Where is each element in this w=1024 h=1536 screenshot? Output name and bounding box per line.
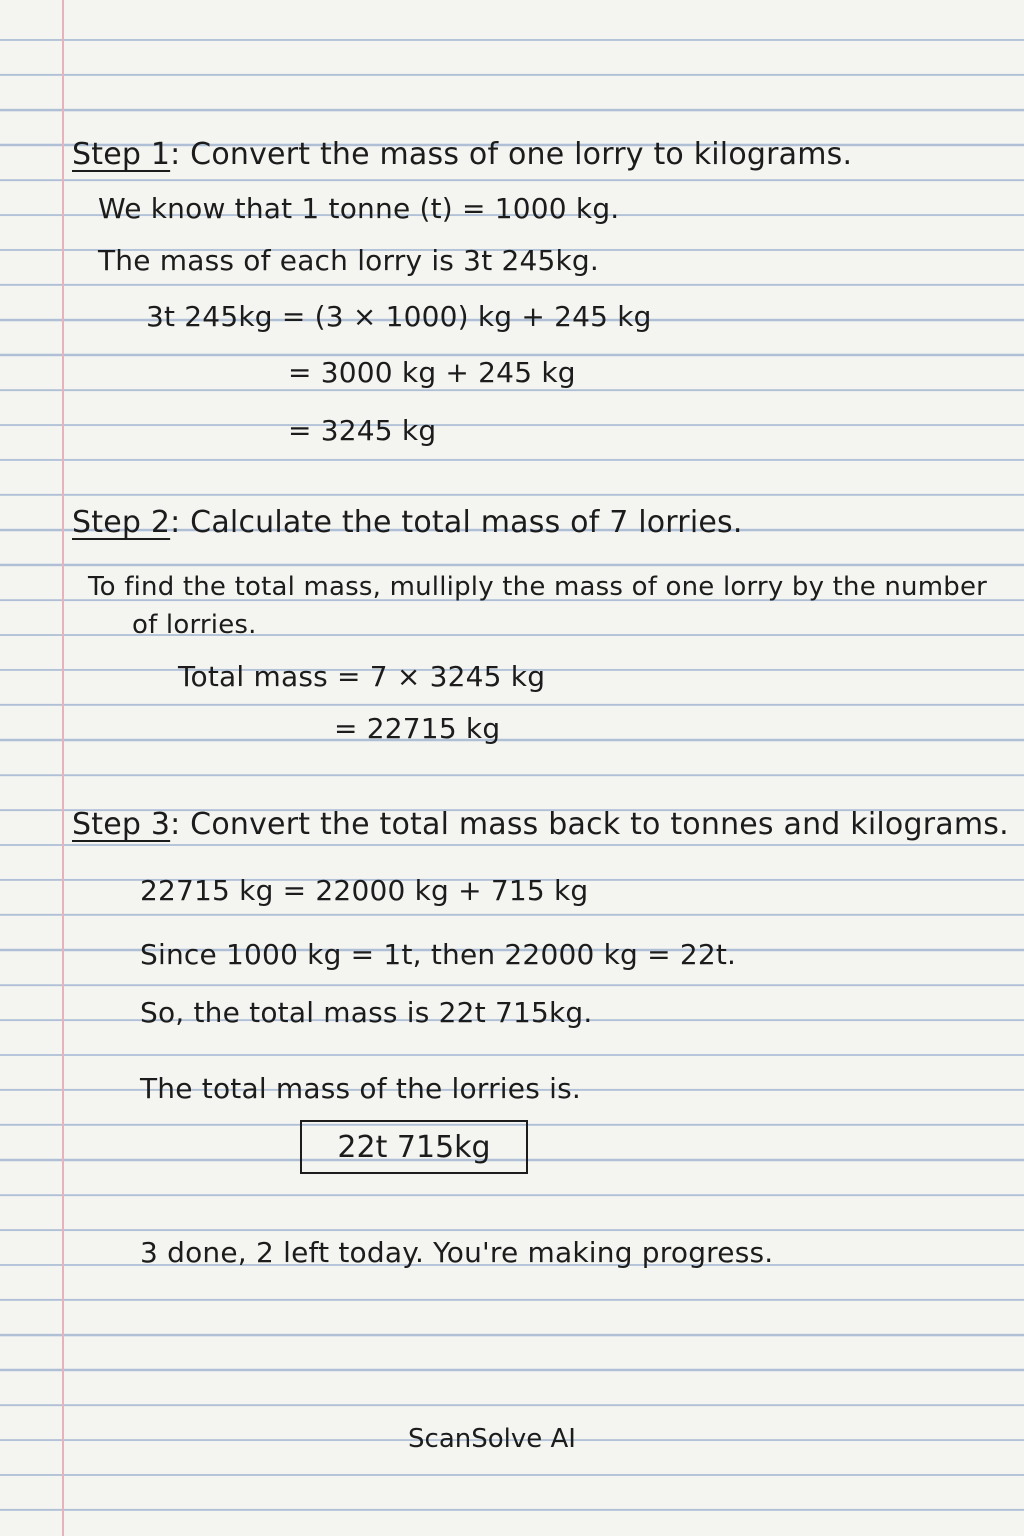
step1-line-3: 3t 245kg = (3 × 1000) kg + 245 kg: [146, 300, 652, 333]
step2-line-4: = 22715 kg: [334, 712, 501, 745]
progress-note: 3 done, 2 left today. You're making progress.: [140, 1236, 774, 1269]
step2-title: : Calculate the total mass of 7 lorries.: [170, 505, 743, 540]
final-answer-box: [300, 1120, 528, 1174]
step3-label: Step 3: [72, 807, 171, 842]
step3-line-1: 22715 kg = 22000 kg + 715 kg: [140, 874, 589, 907]
step2-line-3: Total mass = 7 × 3245 kg: [178, 660, 546, 693]
final-answer: 22t 715kg: [337, 1129, 491, 1165]
step2-label: Step 2: [72, 505, 171, 540]
step3-line-3: So, the total mass is 22t 715kg.: [140, 996, 593, 1029]
step2-heading: [72, 506, 743, 540]
footer-brand: ScanSolve AI: [408, 1424, 576, 1454]
step1-heading: [72, 138, 852, 172]
step1-title: : Convert the mass of one lorry to kilograms.: [170, 137, 853, 172]
step1-line-1: We know that 1 tonne (t) = 1000 kg.: [98, 192, 620, 225]
notebook-margin-line: [62, 0, 64, 1536]
step3-line-2: Since 1000 kg = 1t, then 22000 kg = 22t.: [140, 938, 737, 971]
step1-line-5: = 3245 kg: [288, 414, 437, 447]
step3-heading: [72, 808, 1009, 842]
step1-line-4: = 3000 kg + 245 kg: [288, 356, 576, 389]
step2-line-2: of lorries.: [132, 610, 257, 640]
step1-label: Step 1: [72, 137, 171, 172]
step3-title: : Convert the total mass back to tonnes and kilograms.: [170, 807, 1009, 842]
step2-line-1: To find the total mass, mulliply the mass of one lorry by the number: [88, 572, 988, 602]
step1-line-2: The mass of each lorry is 3t 245kg.: [98, 244, 600, 277]
conclusion-intro: The total mass of the lorries is.: [140, 1072, 581, 1105]
